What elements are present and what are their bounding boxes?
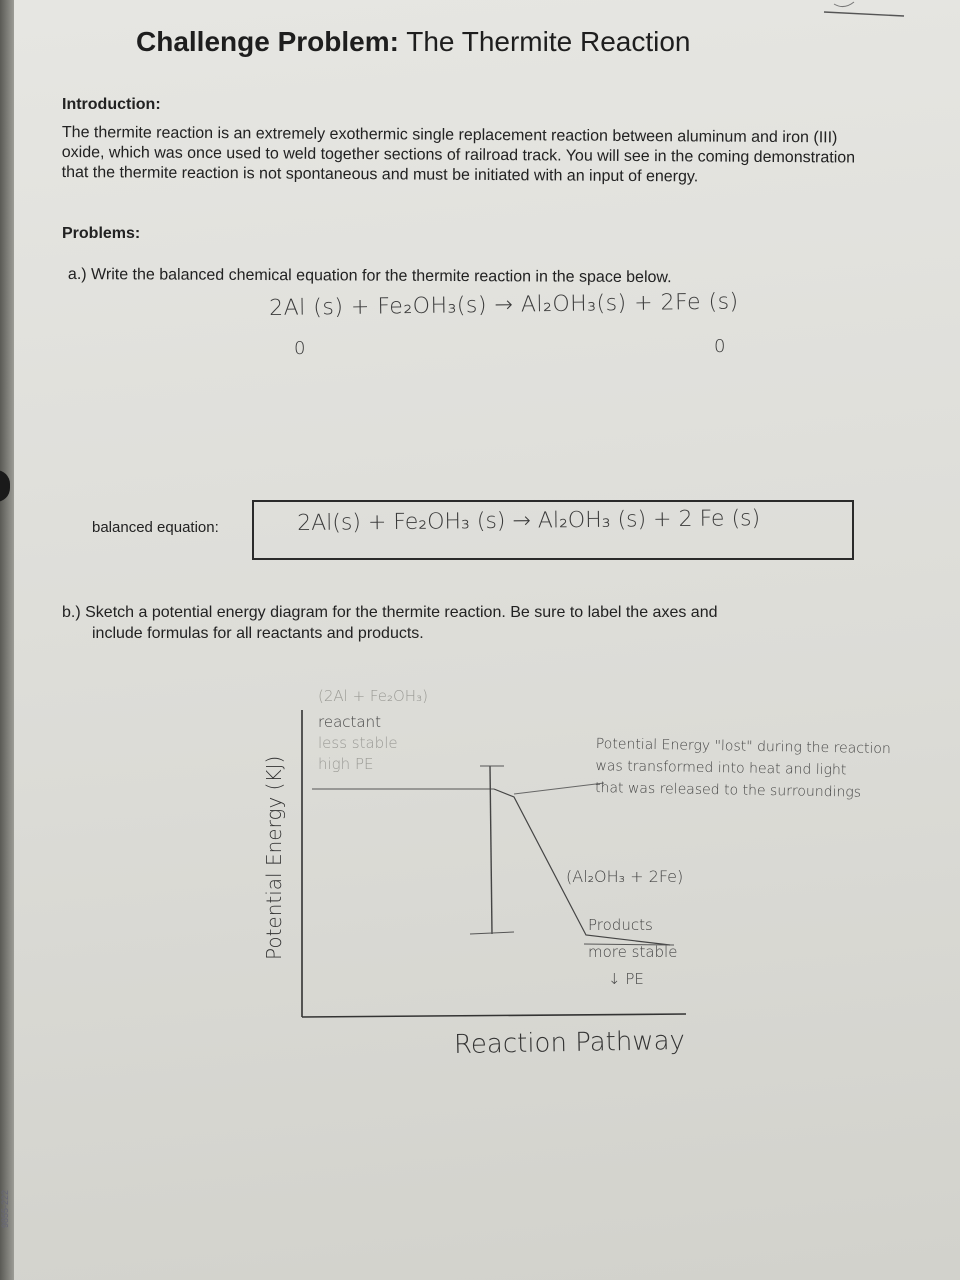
reactant-stability: less stable [318, 734, 398, 752]
page-edge-shadow [0, 0, 14, 1280]
question-b-line1: b.) Sketch a potential energy diagram for the thermite reaction. Be sure to label the axes and [62, 604, 718, 621]
product-annotation [588, 912, 677, 993]
product-formula: (Al₂OH₃ + 2Fe) [566, 867, 684, 886]
worksheet-paper [14, 0, 960, 1280]
intro-text: The thermite reaction is an extremely exothermic single replacement reaction between aluminum and iron (III) oxide, which was once used to weld together sections of railroad track. You will see in the coming demonstration that the thermite reaction is not spontaneous and must be initiated with an input of energy. [61, 123, 856, 186]
product-pe: ↓ PE [608, 970, 644, 988]
product-label: Products [588, 916, 653, 934]
intro-heading: Introduction: [62, 96, 161, 113]
reactant-formula: (2Al + Fe₂OH₃) [318, 687, 428, 705]
balanced-equation-answer: 2Al(s) + Fe₂OH₃ (s) → Al₂OH₃ (s) + 2 Fe (s) [297, 506, 761, 536]
x-axis-label: Reaction Pathway [453, 1025, 686, 1061]
oxidation-zero-left: 0 [294, 338, 306, 359]
problems-heading: Problems: [62, 225, 141, 242]
note-pointer [514, 783, 604, 794]
energy-note-line1: Potential Energy "lost" during the reaction [595, 735, 891, 758]
reactant-annotation [318, 712, 398, 775]
pe-diagram [14, 0, 960, 1280]
question-a: a.) Write the balanced chemical equation for the thermite reaction in the space below. [67, 266, 672, 287]
y-axis-label: Potential Energy (KJ) [262, 755, 286, 960]
oxidation-zero-right: 0 [714, 336, 726, 357]
energy-bar [490, 766, 492, 934]
reactant-label: reactant [318, 713, 381, 731]
balanced-equation-label: balanced equation: [92, 519, 219, 536]
energy-note-line2: was transformed into heat and light [595, 757, 847, 779]
question-b-line2: include formulas for all reactants and products. [92, 625, 424, 642]
product-stability: more stable [588, 943, 678, 961]
energy-note-line3: that was released to the surroundings [594, 779, 862, 801]
reactant-pe: high PE [318, 755, 374, 773]
x-axis [302, 1014, 686, 1017]
title-rest: The Thermite Reaction [398, 26, 691, 57]
handwritten-equation: 2Al (s) + Fe₂OH₃(s) → Al₂OH₃(s) + 2Fe (s) [269, 289, 739, 321]
title-bold: Challenge Problem: [136, 26, 399, 57]
energy-note [595, 733, 891, 804]
edge-id-text: 9855-222 [0, 1190, 10, 1229]
